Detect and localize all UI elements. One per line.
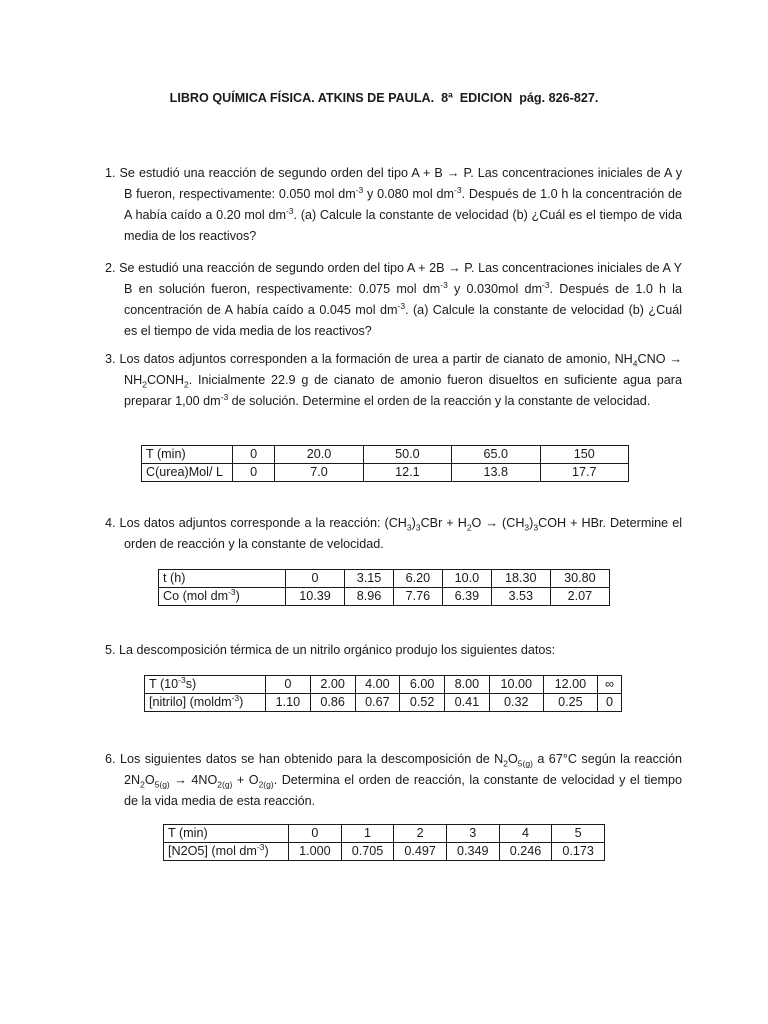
- q4-text-6: COH + HBr. Determine el orden de reacción y la constante de velocidad.: [124, 516, 682, 551]
- question-6-number: 6.: [105, 752, 116, 766]
- table-cell: 3: [446, 825, 499, 843]
- table-label-text: [N2O5] (mol dm: [168, 844, 257, 858]
- table-cell: 17.7: [540, 464, 628, 482]
- table-cell: 6.39: [442, 588, 491, 606]
- table-cell: 0.86: [310, 694, 355, 712]
- table-label-text: T (10: [149, 677, 179, 691]
- page-title: LIBRO QUÍMICA FÍSICA. ATKINS DE PAULA. 8ª EDICION pág. 826-827.: [169, 91, 599, 105]
- table-label-text: Co (mol dm: [163, 589, 229, 603]
- table-header-cell: [164, 843, 289, 861]
- q6-text-1: Los siguientes datos se han obtenido para la descomposición de N: [115, 752, 504, 766]
- table-cell: 0: [286, 570, 345, 588]
- table-cell: 4: [499, 825, 552, 843]
- table-cell: 30.80: [550, 570, 609, 588]
- question-4-number: 4.: [105, 516, 116, 530]
- table-header-cell: [159, 588, 286, 606]
- q2-exp-1: -3: [440, 279, 448, 290]
- q1-exp-2: -3: [454, 184, 462, 195]
- q1-exp-3: -3: [285, 205, 294, 216]
- table-row: [145, 694, 622, 712]
- q4-text-5: ): [529, 516, 534, 530]
- q4-sub-2: 3: [415, 522, 421, 533]
- q2-text-3: . Después de 1.0 h la concentración de A había caído a 0.045 mol dm: [124, 282, 682, 317]
- table-cell: 2.00: [310, 676, 355, 694]
- question-2: [105, 258, 682, 342]
- table-cell: 1.10: [266, 694, 311, 712]
- q6-sub-5: 2(g): [217, 779, 233, 790]
- q2-text-2: y 0.030mol dm: [447, 282, 542, 296]
- table-cell: 0: [597, 694, 621, 712]
- table-row: [142, 464, 629, 482]
- table-ch3cbr: [158, 569, 610, 606]
- table-label-end: ): [239, 695, 244, 709]
- table-cell: 7.0: [275, 464, 363, 482]
- table-cell: 3.53: [491, 588, 550, 606]
- table-cell: 150: [540, 446, 628, 464]
- table-cell: 2.07: [550, 588, 609, 606]
- table-cell: 0: [233, 446, 275, 464]
- table-cell: 2: [394, 825, 447, 843]
- table-cell: 10.39: [286, 588, 345, 606]
- table-label-end: ): [264, 844, 269, 858]
- table-label-exp: -3: [228, 586, 236, 597]
- q4-text-2: ): [411, 516, 416, 530]
- q1-text-2: y 0.080 mol dm: [363, 187, 455, 201]
- q6-sub-1: 2: [503, 758, 508, 769]
- q6-sub-2: 5(g): [517, 758, 533, 769]
- q3-sub-3: 2: [184, 379, 189, 390]
- q1-text-3: . Después de 1.0 h la concentración de A había caído a 0.20 mol dm: [124, 187, 682, 222]
- table-cell: 0.32: [489, 694, 543, 712]
- table-label-end: s): [185, 677, 197, 691]
- question-6: [105, 749, 682, 812]
- table-cell: 1: [341, 825, 394, 843]
- table-cell: 3.15: [345, 570, 394, 588]
- question-5-number: 5.: [105, 643, 116, 657]
- q1-text-1: Se estudió una reacción de segundo orden del tipo A + B → P. Las concentraciones iniciales de A y B fueron, respectivamente: 0.050 mol dm: [115, 166, 682, 201]
- q4-sub-4: 3: [524, 522, 530, 533]
- table-cell: 0.349: [446, 843, 499, 861]
- table-cell: 1.000: [289, 843, 342, 861]
- table-cell: 50.0: [363, 446, 451, 464]
- q6-text-3: a 67°C según la reacción 2N: [124, 752, 682, 787]
- q6-text-6: + O: [232, 773, 259, 787]
- table-cell: 20.0: [275, 446, 363, 464]
- table-cell: 12.00: [543, 676, 597, 694]
- table-cell: 4.00: [355, 676, 400, 694]
- question-4: [105, 513, 682, 555]
- table-cell: 18.30: [491, 570, 550, 588]
- table-cell: 10.0: [442, 570, 491, 588]
- table-cell: 0.705: [341, 843, 394, 861]
- table-header-cell: T (min): [142, 446, 233, 464]
- q3-text-3: CONH: [146, 373, 185, 387]
- table-cell: 12.1: [363, 464, 451, 482]
- table-cell: 0: [233, 464, 275, 482]
- q4-sub-5: 3: [533, 522, 539, 533]
- question-1-text: [105, 163, 682, 247]
- q2-exp-2: -3: [542, 279, 550, 290]
- table-label-end: ): [235, 589, 240, 603]
- table-row: [164, 843, 605, 861]
- table-cell: 65.0: [452, 446, 540, 464]
- q2-exp-3: -3: [397, 300, 406, 311]
- table-row: [159, 588, 610, 606]
- table-row: [145, 676, 622, 694]
- question-3-number: 3.: [105, 352, 116, 366]
- question-2-number: 2.: [105, 261, 116, 275]
- table-cell: 8.00: [445, 676, 490, 694]
- q4-sub-1: 3: [406, 522, 412, 533]
- question-5-text: [105, 640, 663, 661]
- table-header-cell: C(urea)Mol/ L: [142, 464, 233, 482]
- table-cell: 0.497: [394, 843, 447, 861]
- table-cell: 0.41: [445, 694, 490, 712]
- table-label-exp: -3: [256, 841, 265, 852]
- table-row: [164, 825, 605, 843]
- q6-text-4: O: [144, 773, 155, 787]
- table-cell: 0.52: [400, 694, 445, 712]
- table-header-cell: t (h): [159, 570, 286, 588]
- table-nitrilo: [144, 675, 622, 712]
- q6-text-5: → 4NO: [169, 773, 218, 787]
- table-n2o5: [163, 824, 605, 861]
- table-label-exp: -3: [231, 692, 240, 703]
- q3-sub-1: 4: [632, 358, 638, 369]
- q3-sub-2: 2: [142, 379, 147, 390]
- q6-sub-6: 2(g): [258, 779, 274, 790]
- q2-text-4: . (a) Calcule la constante de velocidad (b) ¿Cuál es el tiempo de vida media de los reactivos?: [124, 303, 682, 338]
- q4-sub-3: 2: [466, 522, 472, 533]
- q5-text-1: La descomposición térmica de un nitrilo orgánico produjo los siguientes datos:: [115, 643, 556, 657]
- question-3: [105, 349, 682, 412]
- q3-text-5: de solución. Determine el orden de la reacción y la constante de velocidad.: [228, 394, 651, 408]
- q6-text-2: O: [508, 752, 518, 766]
- q3-text-2: CNO → NH: [124, 352, 683, 387]
- table-header-cell: T (min): [164, 825, 289, 843]
- table-cell: ∞: [597, 676, 621, 694]
- question-3-text: [105, 349, 683, 412]
- question-1: [105, 163, 682, 247]
- table-cell: 5: [552, 825, 605, 843]
- q3-exp-1: -3: [220, 391, 229, 402]
- table-cell: 0.67: [355, 694, 400, 712]
- question-1-number: 1.: [105, 166, 116, 180]
- question-4-text: [105, 513, 682, 555]
- table-cell: 0: [289, 825, 342, 843]
- q3-text-1: Los datos adjuntos corresponden a la formación de urea a partir de cianato de amonio, NH: [115, 352, 633, 366]
- table-cell: 0.173: [552, 843, 605, 861]
- table-cell: 0.25: [543, 694, 597, 712]
- table-urea: [141, 445, 629, 482]
- q6-text-7: . Determina el orden de reacción, la constante de velocidad y el tiempo de la vida media de esta reacción.: [124, 773, 682, 808]
- table-label-exp: -3: [178, 674, 186, 685]
- q4-text-1: Los datos adjuntos corresponde a la reacción: (CH: [115, 516, 407, 530]
- q4-text-3: CBr + H: [420, 516, 467, 530]
- table-row: [142, 446, 629, 464]
- table-cell: 7.76: [393, 588, 442, 606]
- q2-text-1: Se estudió una reacción de segundo orden del tipo A + 2B → P. Las concentraciones iniciales de A Y B en solución fueron, respectivamente: 0.075 mol dm: [115, 261, 682, 296]
- table-cell: 0: [266, 676, 311, 694]
- question-2-text: [105, 258, 682, 342]
- q1-text-4: . (a) Calcule la constante de velocidad (b) ¿Cuál es el tiempo de vida media de los reactivos?: [124, 208, 682, 243]
- table-header-cell: [145, 694, 266, 712]
- question-6-text: [105, 749, 682, 812]
- question-5: [105, 640, 663, 661]
- table-cell: 6.20: [393, 570, 442, 588]
- table-cell: 6.00: [400, 676, 445, 694]
- table-row: [159, 570, 610, 588]
- q3-text-4: . Inicialmente 22.9 g de cianato de amonio fueron disueltos en suficiente agua para preparar 1,00 dm: [124, 373, 682, 408]
- table-header-cell: [145, 676, 266, 694]
- q4-text-4: O → (CH: [471, 516, 525, 530]
- table-label-text: [nitrilo] (moldm: [149, 695, 232, 709]
- q6-sub-3: 2: [140, 779, 145, 790]
- table-cell: 13.8: [452, 464, 540, 482]
- q6-sub-4: 5(g): [154, 779, 170, 790]
- q1-exp-1: -3: [355, 184, 364, 195]
- table-cell: 10.00: [489, 676, 543, 694]
- table-cell: 8.96: [345, 588, 394, 606]
- table-cell: 0.246: [499, 843, 552, 861]
